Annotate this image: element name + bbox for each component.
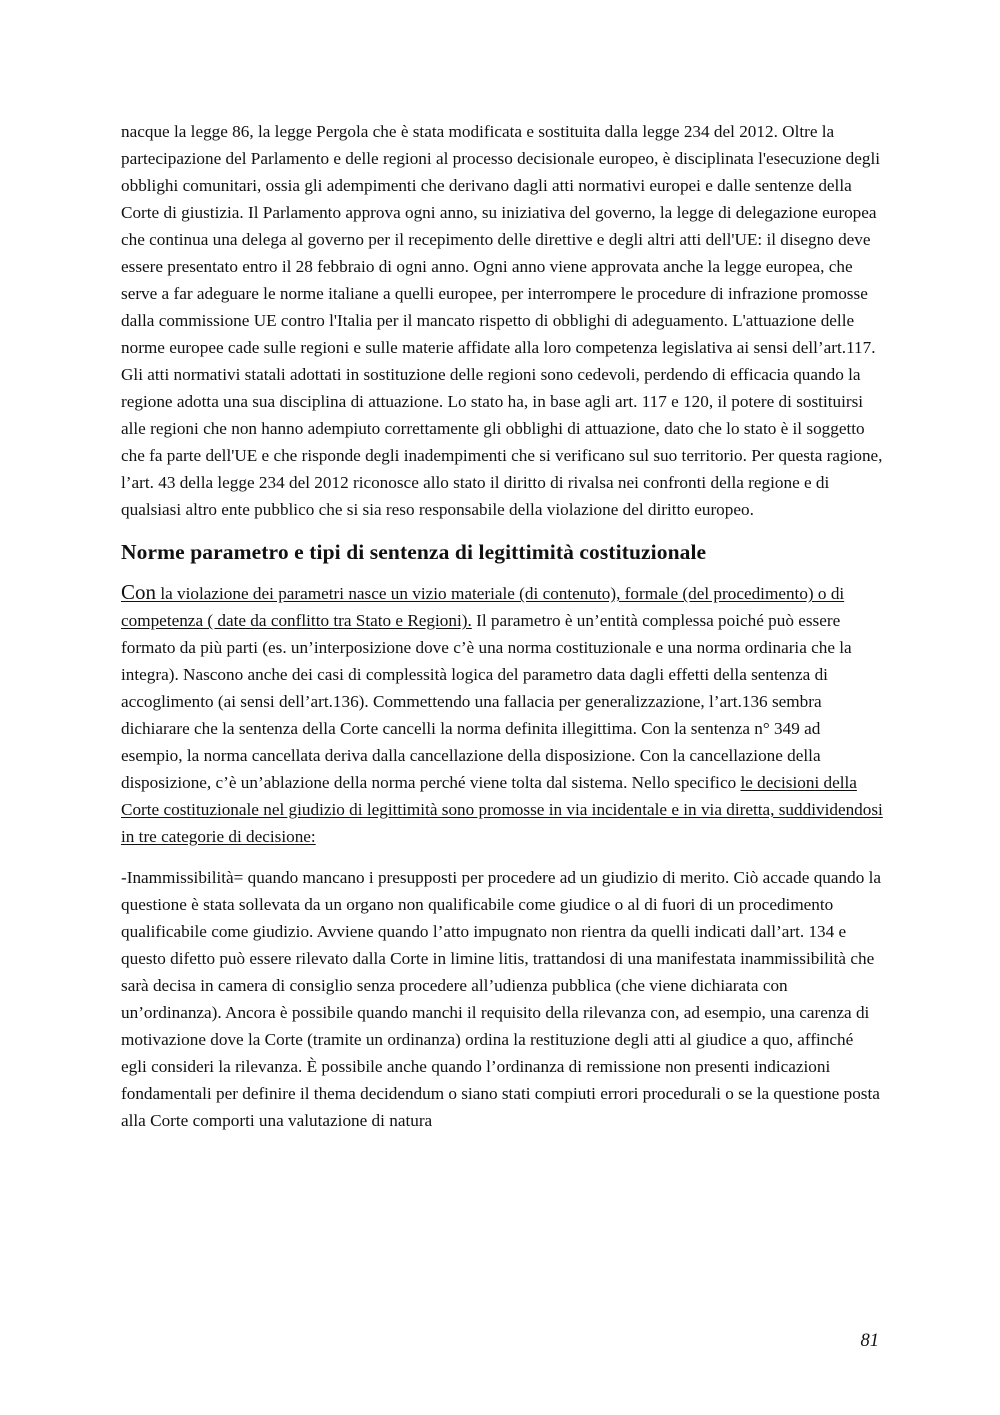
- page-number: 81: [860, 1331, 879, 1351]
- lead-word: Con: [121, 580, 157, 604]
- page-content: [121, 118, 883, 1134]
- underlined-conclusion: le decisioni della Corte costituzionale nel giudizio di legittimità sono promosse in via incidentale e in via diretta, suddividendosi in tre categorie di decisione:: [121, 773, 883, 846]
- section-heading: Norme parametro e tipi di sentenza di legittimità costituzionale: [121, 540, 707, 564]
- paragraph-2-body: Il parametro è un’entità complessa poiché può essere formato da più parti (es. un’interposizione dove c’è una norma costituzionale e una norma ordinaria che la integra). Nascono anche dei casi di complessità logica del parametro data dagli effetti della sentenza di accoglimento (ai sensi dell’art.136). Commettendo una fallacia per generalizzazione, l’art.136 sembra dichiarare che la sentenza della Corte cancelli la norma definita illegittima. Con la sentenza n° 349 ad esempio, la norma cancellata deriva dalla cancellazione della disposizione. Con la cancellazione della disposizione, c’è un’ablazione della norma perché viene tolta dal sistema. Nello specifico: [121, 611, 852, 792]
- body-paragraph-2: [121, 579, 883, 850]
- body-paragraph-1: nacque la legge 86, la legge Pergola che è stata modificata e sostituita dalla legge 234 del 2012. Oltre la partecipazione del Parlamento e delle regioni al processo decisionale europeo, è disciplinata l'esecuzione degli obblighi comunitari, ossia gli adempimenti che derivano dagli atti normativi europei e dalle sentenze della Corte di giustizia. Il Parlamento approva ogni anno, su iniziativa del governo, la legge di delegazione europea che continua una delega al governo per il recepimento delle direttive e degli altri atti dell'UE: il disegno deve essere presentato entro il 28 febbraio di ogni anno. Ogni anno viene approvata anche la legge europea, che serve a far adeguare le norme italiane a quelli europee, per interrompere le procedure di infrazione promosse dalla commissione UE contro l'Italia per il mancato rispetto di obblighi di adeguamento. L'attuazione delle norme europee cade sulle regioni e sulle materie affidate alla loro competenza legislativa ai sensi dell’art.117. Gli atti normativi statali adottati in sostituzione delle regioni sono cedevoli, perdendo di efficacia quando la regione adotta una sua disciplina di attuazione. Lo stato ha, in base agli art. 117 e 120, il potere di sostituirsi alle regioni che non hanno adempiuto correttamente gli obblighi di attuazione, dato che lo stato è il soggetto che fa parte dell'UE e che risponde degli inadempimenti che si verificano sul suo territorio. Per questa ragione, l’art. 43 della legge 234 del 2012 riconosce allo stato il diritto di rivalsa nei confronti della regione e di qualsiasi altro ente pubblico che si sia reso responsabile della violazione del diritto europeo.: [121, 122, 883, 519]
- body-paragraph-3: -Inammissibilità= quando mancano i presupposti per procedere ad un giudizio di merito. Ciò accade quando la questione è stata sollevata da un organo non qualificabile come giudice o al di fuori di un procedimento qualificabile come giudizio. Avviene quando l’atto impugnato non rientra da quelli indicati dall’art. 134 e questo difetto può essere rilevato dalla Corte in limine litis, trattandosi di una manifestata inammissibilità che sarà decisa in camera di consiglio senza procedere all’udienza pubblica (che viene dichiarata con un’ordinanza). Ancora è possibile quando manchi il requisito della rilevanza con, ad esempio, una carenza di motivazione dove la Corte (tramite un ordinanza) ordina la restituzione degli atti al giudice a quo, affinché egli consideri la rilevanza. È possibile anche quando l’ordinanza di remissione non presenti indicazioni fondamentali per definire il thema decidendum o siano stati compiuti errori procedurali o se la questione posta alla Corte comporti una valutazione di natura: [121, 868, 881, 1130]
- underlined-intro-text: la violazione dei parametri nasce un vizio materiale (di contenuto), formale (del procedimento) o di competenza ( date da conflitto tra Stato e Regioni).: [121, 584, 845, 630]
